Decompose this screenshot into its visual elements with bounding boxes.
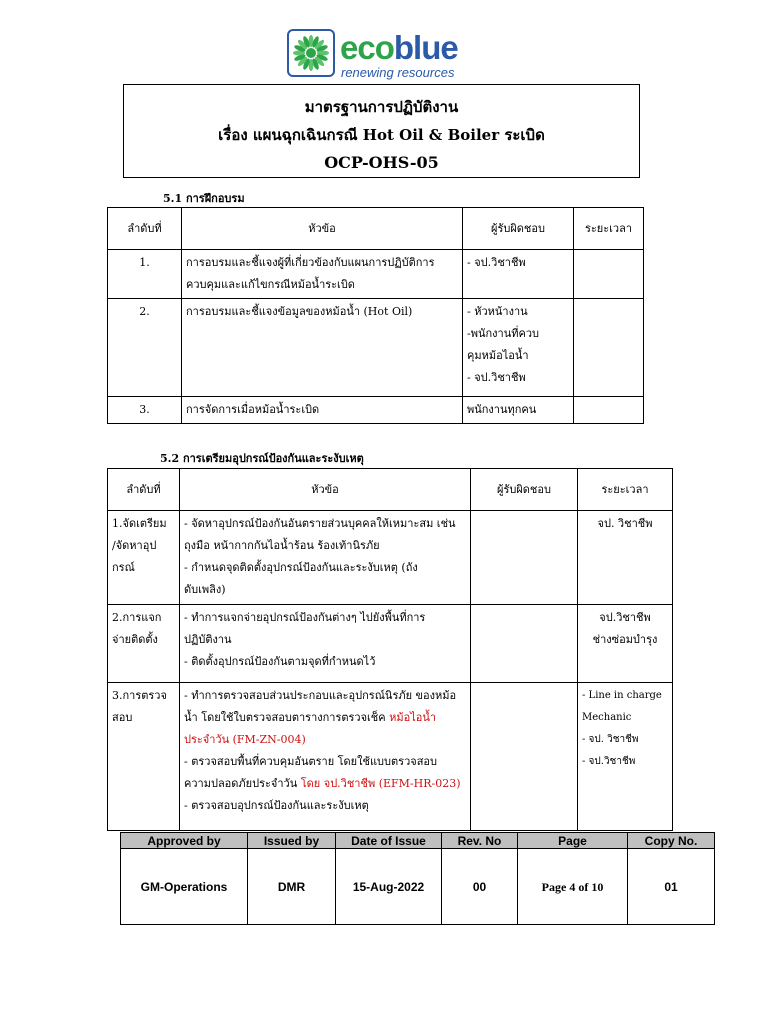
row-topic (182, 299, 463, 397)
col-header-topic: หัวข้อ (180, 469, 471, 511)
topic-line: ควบคุมและแก้ไขกรณีหม้อน้ำระเบิด (186, 278, 355, 291)
topic-text: น้ำ โดยใช้ใบตรวจสอบตารางการตรวจเช็ค (184, 711, 390, 724)
sunburst-icon (289, 31, 333, 75)
row-topic (180, 605, 471, 683)
page-header: Page (518, 833, 628, 849)
resp-line: - จป.วิชาชีพ (467, 371, 526, 384)
time-line: - จป.วิชาชีพ (582, 756, 636, 767)
resp-line: -พนักงานที่ควบ (467, 327, 539, 340)
row-duration (574, 250, 644, 299)
logo-word-blue: blue (393, 29, 458, 66)
row-topic (182, 397, 463, 424)
col-header-duration: ระยะเวลา (574, 208, 644, 250)
row-responsible (471, 605, 578, 683)
time-line: - จป. วิชาชีพ (582, 734, 639, 745)
table-row (108, 511, 673, 605)
topic-line: - กำหนดจุดติดตั้งอุปกรณ์ป้องกันและระงับเหตุ (ถัง (184, 561, 418, 574)
topic-line: ปฏิบัติงาน (184, 633, 232, 646)
page-value: Page 4 of 10 (518, 849, 628, 925)
ecoblue-logo (287, 29, 467, 81)
row-responsible (463, 397, 574, 424)
topic-line: การจัดการเมื่อหม้อน้ำระเบิด (186, 403, 320, 416)
logo-word-eco: eco (340, 29, 394, 66)
rev-no-header: Rev. No (442, 833, 518, 849)
time-line: Mechanic (582, 712, 632, 723)
resp-line: คุมหม้อไอน้ำ (467, 349, 529, 362)
title-line-1: มาตรฐานการปฏิบัติงาน (304, 98, 459, 116)
table-row (108, 299, 644, 397)
topic-line: การอบรมและชี้แจงข้อมูลของหม้อน้ำ (Hot Oil) (186, 305, 413, 318)
row-no (108, 683, 180, 831)
topic-line: - ทำการตรวจสอบส่วนประกอบและอุปกรณ์นิรภัย ของหม้อ (184, 689, 457, 702)
row-duration (578, 605, 673, 683)
issued-by-value: DMR (248, 849, 336, 925)
resp-line: - จป.วิชาชีพ (467, 256, 526, 269)
time-line: จป. วิชาชีพ (597, 517, 653, 530)
form-reference: หม้อไอน้ำ (389, 711, 437, 724)
no-line: กรณ์ (112, 561, 135, 574)
topic-text: ความปลอดภัยประจำวัน (184, 777, 301, 790)
row-responsible (471, 511, 578, 605)
row-responsible (463, 250, 574, 299)
table-row (108, 250, 644, 299)
form-reference: ประจำวัน (FM-ZN-004) (184, 733, 306, 746)
section-heading-5-2: 5.2 การเตรียมอุปกรณ์ป้องกันและระงับเหตุ (160, 452, 364, 465)
document-control-table (120, 832, 715, 925)
row-no (108, 511, 180, 605)
no-line: 1.จัดเตรียม (112, 517, 167, 530)
row-no: 2. (108, 299, 182, 397)
section-heading-5-1: 5.1 การฝึกอบรม (163, 192, 245, 205)
copy-no-value: 01 (628, 849, 715, 925)
no-line: /จัดหาอุป (112, 539, 157, 552)
topic-line (184, 707, 466, 729)
control-header-row (121, 833, 715, 849)
rev-no-value: 00 (442, 849, 518, 925)
copy-no-header: Copy No. (628, 833, 715, 849)
table-row (108, 397, 644, 424)
logo-tagline: renewing resources (341, 65, 455, 80)
table-row (108, 605, 673, 683)
document-title-box (123, 84, 640, 178)
row-no: 1. (108, 250, 182, 299)
training-table (107, 207, 644, 424)
col-header-topic: หัวข้อ (182, 208, 463, 250)
no-line: 2.การแจก (112, 611, 162, 624)
approved-by-value: GM-Operations (121, 849, 248, 925)
date-of-issue-header: Date of Issue (336, 833, 442, 849)
row-no: 3. (108, 397, 182, 424)
row-duration (574, 397, 644, 424)
col-header-no: ลำดับที่ (108, 469, 180, 511)
time-line: - Line in charge (582, 690, 662, 701)
topic-line: ถุงมือ หน้ากากกันไอน้ำร้อน ร้องเท้านิรภัย (184, 539, 380, 552)
date-of-issue-value: 15-Aug-2022 (336, 849, 442, 925)
row-topic (182, 250, 463, 299)
no-line: 3.การตรวจ (112, 689, 167, 702)
topic-line: - ตรวจสอบอุปกรณ์ป้องกันและระงับเหตุ (184, 799, 369, 812)
col-header-responsible: ผู้รับผิดชอบ (463, 208, 574, 250)
form-reference: โดย จป.วิชาชีพ (EFM-HR-023) (300, 777, 461, 790)
topic-line: การอบรมและชี้แจงผู้ที่เกี่ยวข้องกับแผนการปฏิบัติการ (186, 256, 435, 269)
row-duration (578, 511, 673, 605)
equipment-table (107, 468, 673, 831)
time-line: ช่างซ่อมบำรุง (592, 633, 658, 646)
resp-line: พนักงานทุกคน (467, 403, 537, 416)
topic-line: - ติดตั้งอุปกรณ์ป้องกันตามจุดที่กำหนดไว้ (184, 655, 376, 668)
topic-line: - ทำการแจกจ่ายอุปกรณ์ป้องกันต่างๆ ไปยังพื้นที่การ (184, 611, 426, 624)
no-line: สอบ (112, 711, 133, 724)
document-code: OCP-OHS-05 (324, 153, 439, 172)
time-line: จป.วิชาชีพ (599, 611, 651, 624)
row-no (108, 605, 180, 683)
logo-emblem (287, 29, 335, 77)
no-line: จ่ายติดตั้ง (112, 633, 158, 646)
resp-line: - หัวหน้างาน (467, 305, 528, 318)
col-header-duration: ระยะเวลา (578, 469, 673, 511)
col-header-no: ลำดับที่ (108, 208, 182, 250)
topic-line: ดับเพลิง) (184, 583, 226, 596)
row-duration (574, 299, 644, 397)
logo-wordmark (340, 31, 458, 65)
approved-by-header: Approved by (121, 833, 248, 849)
table-header-row (108, 208, 644, 250)
topic-line: - จัดหาอุปกรณ์ป้องกันอันตรายส่วนบุคคลให้เหมาะสม เช่น (184, 517, 456, 530)
row-topic (180, 511, 471, 605)
control-value-row (121, 849, 715, 925)
topic-line (184, 773, 466, 795)
table-header-row (108, 469, 673, 511)
row-responsible (471, 683, 578, 831)
table-row (108, 683, 673, 831)
issued-by-header: Issued by (248, 833, 336, 849)
row-responsible (463, 299, 574, 397)
col-header-responsible: ผู้รับผิดชอบ (471, 469, 578, 511)
row-topic (180, 683, 471, 831)
title-line-2: เรื่อง แผนฉุกเฉินกรณี Hot Oil & Boiler ระเบิด (218, 126, 545, 144)
topic-line: - ตรวจสอบพื้นที่ควบคุมอันตราย โดยใช้แบบตรวจสอบ (184, 755, 437, 768)
row-duration (578, 683, 673, 831)
